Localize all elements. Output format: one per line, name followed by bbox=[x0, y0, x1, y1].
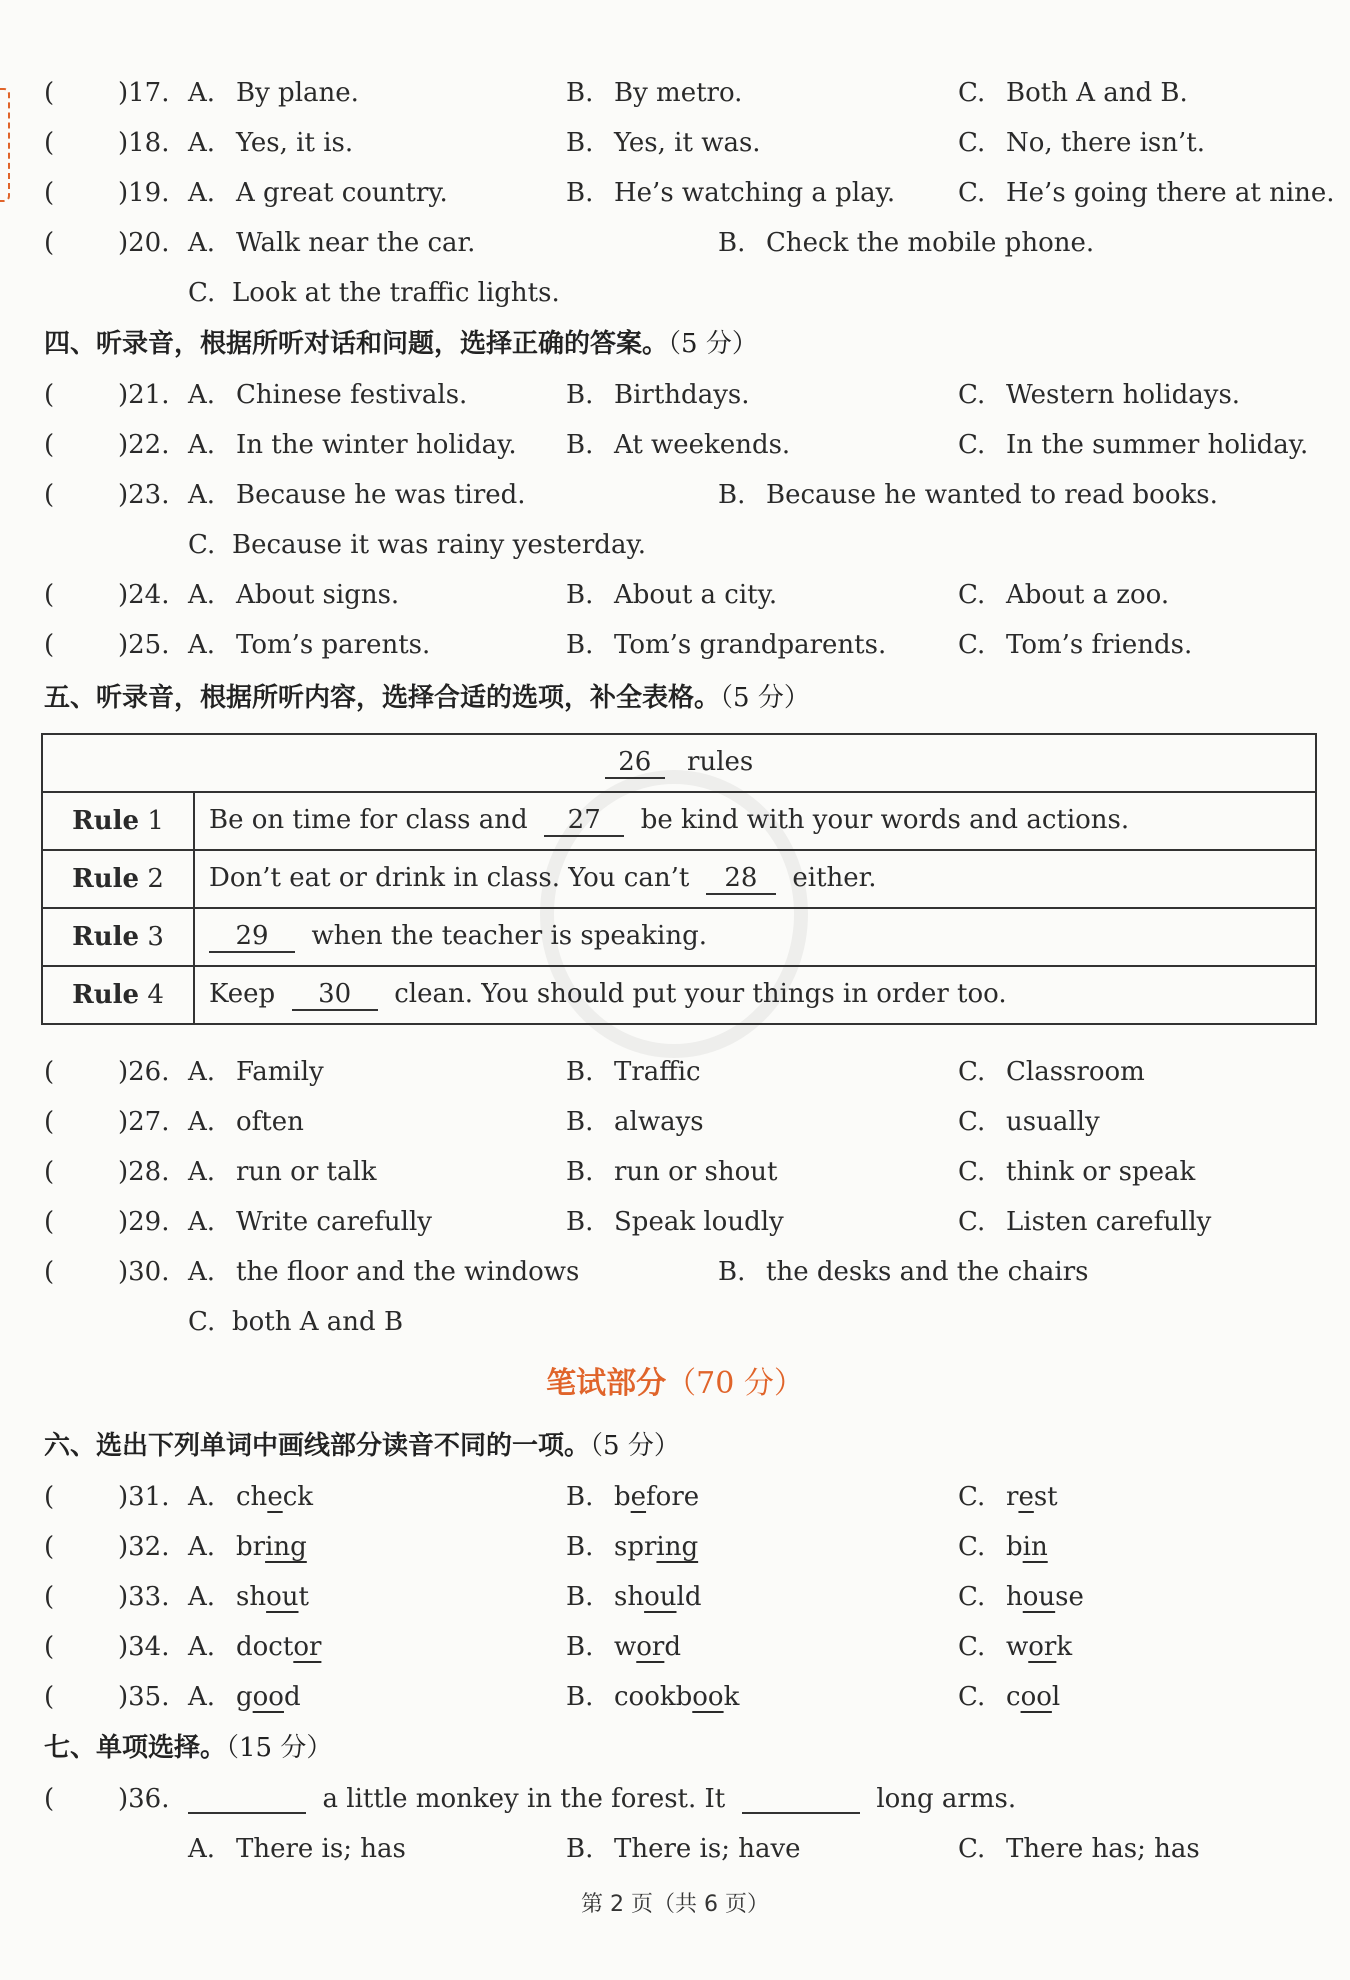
option-b: B. He’s watching a play. bbox=[566, 178, 896, 208]
option-c: C. Listen carefully bbox=[958, 1207, 1212, 1237]
option-c: C. He’s going there at nine. bbox=[958, 178, 1335, 208]
question-number: )29. bbox=[118, 1207, 170, 1237]
question-17 bbox=[0, 68, 1350, 118]
option-a: A. By plane. bbox=[188, 78, 359, 108]
option-c: C. Look at the traffic lights. bbox=[188, 278, 560, 308]
option-b: B. Check the mobile phone. bbox=[718, 228, 1095, 258]
stem-blank-1[interactable] bbox=[188, 1786, 306, 1814]
option-a: A. Tom’s parents. bbox=[188, 630, 431, 660]
question-number: )33. bbox=[118, 1582, 170, 1612]
answer-paren[interactable]: ( bbox=[44, 128, 55, 158]
option-a: A. the floor and the windows bbox=[188, 1257, 580, 1287]
blank-28[interactable]: 28 bbox=[706, 863, 776, 895]
question-22 bbox=[0, 420, 1350, 470]
section-7-heading: 七、单项选择。（15 分） bbox=[44, 1733, 333, 1763]
answer-paren[interactable]: ( bbox=[44, 178, 55, 208]
option-a: A. In the winter holiday. bbox=[188, 430, 517, 460]
rule-row-1 bbox=[42, 792, 1316, 850]
option-a: A. Because he was tired. bbox=[188, 480, 526, 510]
option-b: B. always bbox=[566, 1107, 704, 1137]
question-number: )23. bbox=[118, 480, 170, 510]
rule-row-3 bbox=[42, 908, 1316, 966]
question-number: )27. bbox=[118, 1107, 170, 1137]
question-19 bbox=[0, 168, 1350, 218]
answer-paren[interactable]: ( bbox=[44, 380, 55, 410]
option-a: A. Chinese festivals. bbox=[188, 380, 468, 410]
option-a: A. run or talk bbox=[188, 1157, 377, 1187]
option-a: A. Walk near the car. bbox=[188, 228, 476, 258]
answer-paren[interactable]: ( bbox=[44, 1057, 55, 1087]
question-34 bbox=[0, 1622, 1350, 1672]
question-25 bbox=[0, 620, 1350, 670]
option-c: C. About a zoo. bbox=[958, 580, 1170, 610]
answer-paren[interactable]: ( bbox=[44, 228, 55, 258]
question-28 bbox=[0, 1147, 1350, 1197]
question-20-continued bbox=[0, 268, 1350, 318]
option-b: B. Birthdays. bbox=[566, 380, 750, 410]
question-number: )25. bbox=[118, 630, 170, 660]
rule-row-4 bbox=[42, 966, 1316, 1024]
option-a: A. shout bbox=[188, 1582, 309, 1612]
option-c: C. think or speak bbox=[958, 1157, 1196, 1187]
section-5-heading: 五、听录音，根据所听内容，选择合适的选项，补全表格。（5 分） bbox=[44, 683, 810, 713]
option-b: B. Because he wanted to read books. bbox=[718, 480, 1218, 510]
answer-paren[interactable]: ( bbox=[44, 1632, 55, 1662]
question-number: )24. bbox=[118, 580, 170, 610]
option-a: A. Family bbox=[188, 1057, 324, 1087]
question-number: )30. bbox=[118, 1257, 170, 1287]
question-number: )21. bbox=[118, 380, 170, 410]
answer-paren[interactable]: ( bbox=[44, 430, 55, 460]
question-number: )36. bbox=[118, 1784, 170, 1814]
rule-label: Rule 3 bbox=[42, 908, 194, 966]
question-24 bbox=[0, 570, 1350, 620]
written-part-title: 笔试部分（70 分） bbox=[546, 1366, 804, 1401]
option-a: A. good bbox=[188, 1682, 301, 1712]
option-b: B. Speak loudly bbox=[566, 1207, 784, 1237]
question-33 bbox=[0, 1572, 1350, 1622]
question-number: )17. bbox=[118, 78, 170, 108]
option-a: A. bring bbox=[188, 1532, 307, 1562]
section-4-heading: 四、听录音，根据所听对话和问题，选择正确的答案。（5 分） bbox=[44, 329, 758, 359]
answer-paren[interactable]: ( bbox=[44, 1257, 55, 1287]
question-number: )31. bbox=[118, 1482, 170, 1512]
answer-paren[interactable]: ( bbox=[44, 1482, 55, 1512]
question-number: )28. bbox=[118, 1157, 170, 1187]
answer-paren[interactable]: ( bbox=[44, 580, 55, 610]
question-stem: a little monkey in the forest. It long arms. bbox=[188, 1774, 1016, 1824]
rules-table bbox=[41, 733, 1317, 1025]
question-30 bbox=[0, 1247, 1350, 1297]
question-21 bbox=[0, 370, 1350, 420]
option-a: A. check bbox=[188, 1482, 314, 1512]
question-18 bbox=[0, 118, 1350, 168]
question-26 bbox=[0, 1047, 1350, 1097]
answer-paren[interactable]: ( bbox=[44, 1207, 55, 1237]
option-a: A. doctor bbox=[188, 1632, 322, 1662]
question-number: )32. bbox=[118, 1532, 170, 1562]
answer-paren[interactable]: ( bbox=[44, 630, 55, 660]
option-c: C. There has; has bbox=[958, 1834, 1200, 1864]
option-c: C. Because it was rainy yesterday. bbox=[188, 530, 646, 560]
option-c: C. Tom’s friends. bbox=[958, 630, 1193, 660]
rule-text: Be on time for class and 27 be kind with your words and actions. bbox=[194, 792, 1316, 850]
question-36-options bbox=[0, 1824, 1350, 1874]
option-b: B. word bbox=[566, 1632, 682, 1662]
option-b: B. Traffic bbox=[566, 1057, 701, 1087]
option-b: B. run or shout bbox=[566, 1157, 778, 1187]
option-c: C. In the summer holiday. bbox=[958, 430, 1309, 460]
question-number: )26. bbox=[118, 1057, 170, 1087]
rule-text: Don’t eat or drink in class. You can’t 28 either. bbox=[194, 850, 1316, 908]
option-c: C. Western holidays. bbox=[958, 380, 1241, 410]
option-c: C. cool bbox=[958, 1682, 1061, 1712]
option-c: C. both A and B bbox=[188, 1307, 404, 1337]
question-number: )22. bbox=[118, 430, 170, 460]
option-b: B. At weekends. bbox=[566, 430, 791, 460]
question-32 bbox=[0, 1522, 1350, 1572]
answer-paren[interactable]: ( bbox=[44, 1107, 55, 1137]
question-27 bbox=[0, 1097, 1350, 1147]
header-rules-text: rules bbox=[687, 747, 754, 777]
question-number: )19. bbox=[118, 178, 170, 208]
blank-26[interactable]: 26 bbox=[605, 747, 665, 779]
option-c: C. rest bbox=[958, 1482, 1058, 1512]
answer-paren[interactable]: ( bbox=[44, 480, 55, 510]
option-b: B. There is; have bbox=[566, 1834, 801, 1864]
rule-label: Rule 1 bbox=[42, 792, 194, 850]
option-a: A. There is; has bbox=[188, 1834, 406, 1864]
question-number: )35. bbox=[118, 1682, 170, 1712]
option-c: C. bin bbox=[958, 1532, 1048, 1562]
question-31 bbox=[0, 1472, 1350, 1522]
option-b: B. By metro. bbox=[566, 78, 743, 108]
question-number: )18. bbox=[118, 128, 170, 158]
option-b: B. cookbook bbox=[566, 1682, 740, 1712]
section-6-heading: 六、选出下列单词中画线部分读音不同的一项。（5 分） bbox=[44, 1431, 680, 1461]
option-b: B. Yes, it was. bbox=[566, 128, 761, 158]
answer-paren[interactable]: ( bbox=[44, 1532, 55, 1562]
question-36 bbox=[0, 1774, 1350, 1824]
option-a: A. About signs. bbox=[188, 580, 400, 610]
option-a: A. Write carefully bbox=[188, 1207, 432, 1237]
rule-text: Keep 30 clean. You should put your things in order too. bbox=[194, 966, 1316, 1024]
stem-blank-2[interactable] bbox=[742, 1786, 860, 1814]
blank-30[interactable]: 30 bbox=[292, 979, 378, 1011]
blank-29[interactable]: 29 bbox=[209, 921, 295, 953]
answer-paren[interactable]: ( bbox=[44, 1157, 55, 1187]
page-footer: 第 2 页（共 6 页） bbox=[581, 1892, 769, 1917]
answer-paren[interactable]: ( bbox=[44, 1784, 55, 1814]
blank-27[interactable]: 27 bbox=[544, 805, 624, 837]
option-c: C. Classroom bbox=[958, 1057, 1145, 1087]
rule-text: 29 when the teacher is speaking. bbox=[194, 908, 1316, 966]
rule-label: Rule 2 bbox=[42, 850, 194, 908]
option-b: B. should bbox=[566, 1582, 702, 1612]
option-c: C. usually bbox=[958, 1107, 1100, 1137]
option-b: B. the desks and the chairs bbox=[718, 1257, 1089, 1287]
question-30-continued bbox=[0, 1297, 1350, 1347]
option-a: A. often bbox=[188, 1107, 304, 1137]
rules-table-header bbox=[42, 734, 1316, 792]
option-c: C. Both A and B. bbox=[958, 78, 1188, 108]
option-c: C. No, there isn’t. bbox=[958, 128, 1205, 158]
option-c: C. work bbox=[958, 1632, 1073, 1662]
question-number: )34. bbox=[118, 1632, 170, 1662]
option-b: B. before bbox=[566, 1482, 700, 1512]
rule-row-2 bbox=[42, 850, 1316, 908]
option-b: B. spring bbox=[566, 1532, 699, 1562]
rule-label: Rule 4 bbox=[42, 966, 194, 1024]
option-b: B. About a city. bbox=[566, 580, 778, 610]
question-35 bbox=[0, 1672, 1350, 1722]
question-23-continued bbox=[0, 520, 1350, 570]
option-c: C. house bbox=[958, 1582, 1084, 1612]
answer-paren[interactable]: ( bbox=[44, 1582, 55, 1612]
answer-paren[interactable]: ( bbox=[44, 78, 55, 108]
question-number: )20. bbox=[118, 228, 170, 258]
option-a: A. A great country. bbox=[188, 178, 448, 208]
answer-paren[interactable]: ( bbox=[44, 1682, 55, 1712]
option-a: A. Yes, it is. bbox=[188, 128, 354, 158]
option-b: B. Tom’s grandparents. bbox=[566, 630, 887, 660]
question-23 bbox=[0, 470, 1350, 520]
question-20 bbox=[0, 218, 1350, 268]
question-29 bbox=[0, 1197, 1350, 1247]
